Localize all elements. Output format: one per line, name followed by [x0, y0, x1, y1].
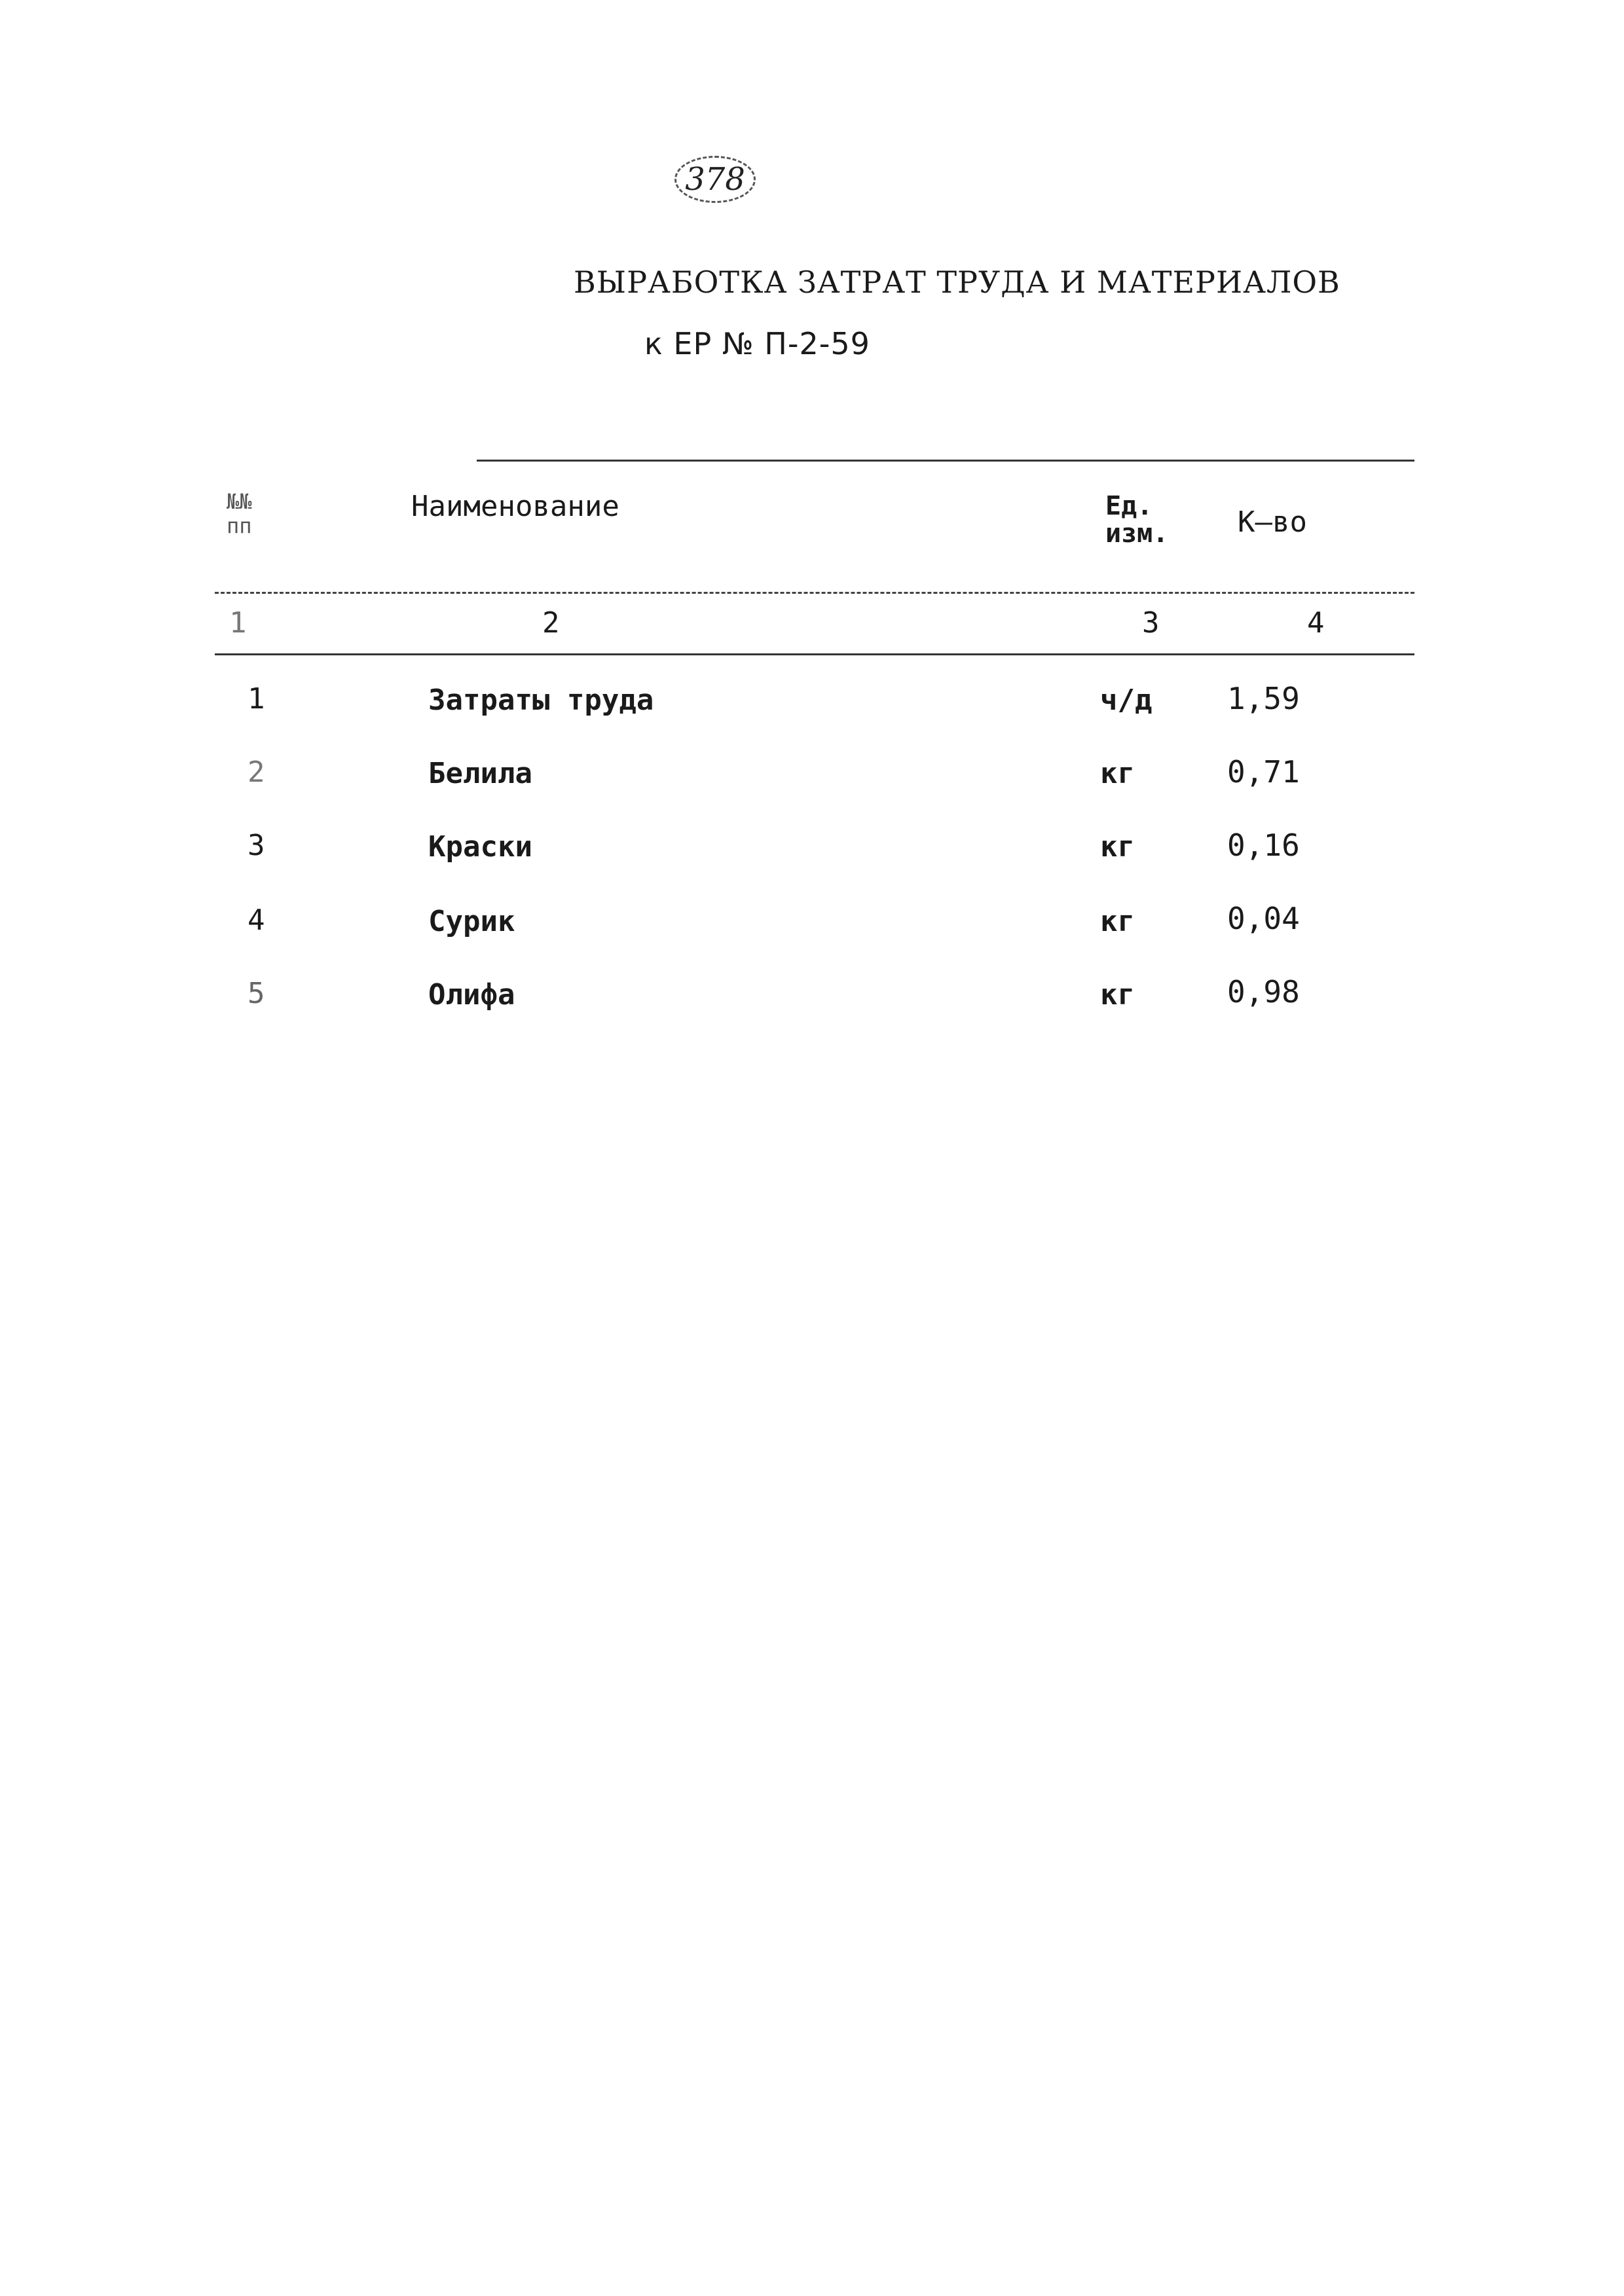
- column-number-4: 4: [1307, 606, 1325, 640]
- row-name: Краски: [428, 830, 532, 864]
- row-unit: ч/д: [1100, 683, 1153, 717]
- column-numbers-bottom-rule: [215, 653, 1414, 655]
- page-number-text: 378: [685, 161, 745, 198]
- document-title: ВЫРАБОТКА ЗАТРАТ ТРУДА И МАТЕРИАЛОВ: [574, 264, 1340, 300]
- row-qty: 0,04: [1227, 901, 1300, 936]
- column-number-1: 1: [229, 606, 247, 640]
- row-unit: кг: [1100, 757, 1135, 790]
- row-qty: 0,71: [1227, 754, 1300, 790]
- row-qty: 0,16: [1227, 828, 1300, 863]
- header-qty: К–во: [1238, 505, 1307, 539]
- header-num-label: №№ пп: [227, 489, 252, 538]
- row-name: Олифа: [428, 978, 515, 1011]
- row-unit: кг: [1100, 905, 1135, 938]
- row-unit: кг: [1100, 978, 1135, 1011]
- row-qty: 1,59: [1227, 681, 1300, 716]
- column-number-2: 2: [542, 606, 560, 640]
- table-top-rule: [477, 460, 1414, 462]
- row-number: 2: [248, 756, 265, 789]
- row-name: Сурик: [428, 905, 515, 938]
- row-qty: 0,98: [1227, 974, 1300, 1010]
- header-num: [227, 490, 279, 538]
- column-number-3: 3: [1142, 606, 1160, 640]
- header-unit-label: Ед. изм.: [1105, 491, 1169, 549]
- row-unit: кг: [1100, 830, 1135, 864]
- header-bottom-rule: [215, 592, 1414, 594]
- row-name: Затраты труда: [428, 683, 654, 717]
- header-unit: [1105, 492, 1184, 547]
- page-number: [674, 156, 756, 203]
- header-name: Наименование: [411, 490, 619, 523]
- row-name: Белила: [428, 757, 532, 790]
- row-number: 1: [248, 682, 265, 716]
- document-subtitle: к ЕР № П-2-59: [644, 326, 870, 361]
- row-number: 5: [248, 977, 265, 1010]
- row-number: 4: [248, 903, 265, 937]
- row-number: 3: [248, 829, 265, 862]
